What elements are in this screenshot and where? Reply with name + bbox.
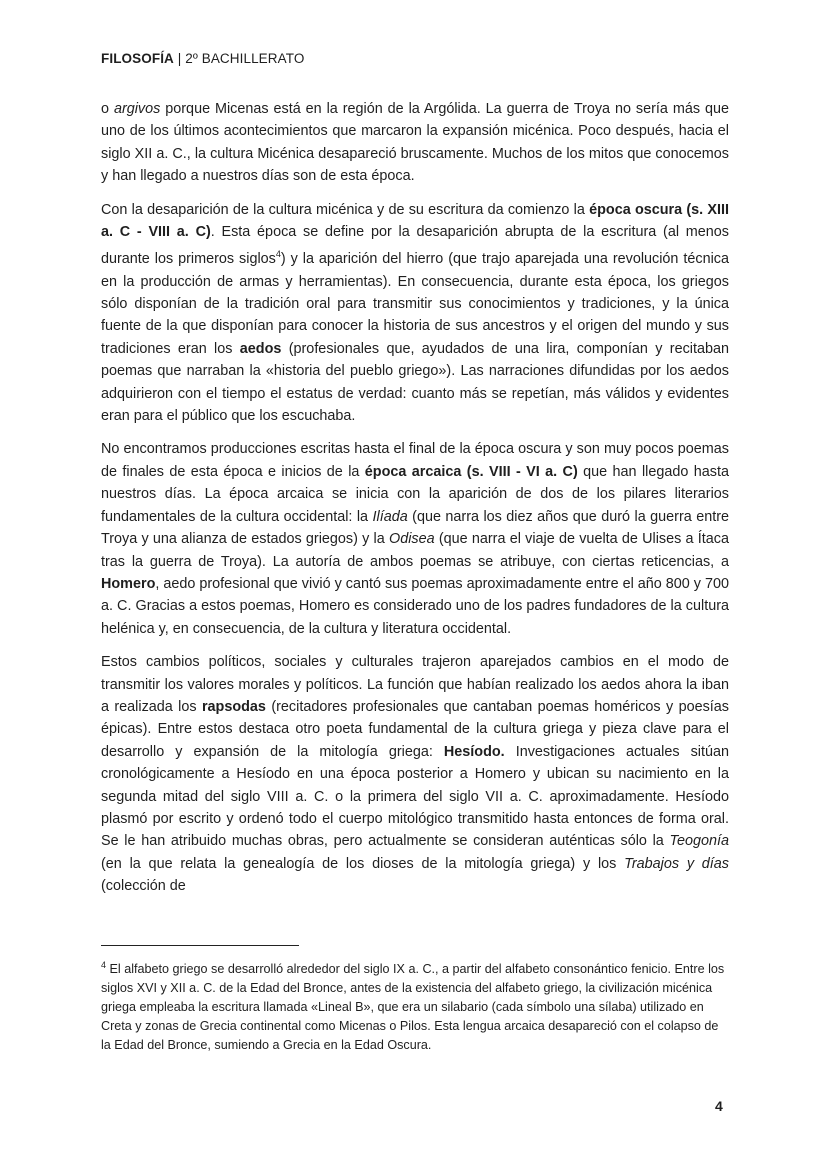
text-run: (colección de <box>101 878 186 895</box>
footnote <box>101 956 729 1055</box>
text-run: (que narra los diez años que duró la guerra entre Troya y una alianza de estados griegos) y la <box>101 508 730 548</box>
italic-term: Odisea <box>389 531 435 548</box>
text-run: Estos cambios políticos, sociales y culturales trajeron aparejados cambios en el modo de transmitir los valores morales y políticos. La función que habían realizado los aedos ahora la iban a realizada los <box>101 654 729 715</box>
text-run: que han llegado hasta nuestros días. La época arcaica se inicia con la aparición de dos de los pilares literarios fundamentales de la cultura occidental: la <box>101 463 729 525</box>
text-run: (en la que relata la genealogía de los dioses de la mitología griega) y los <box>101 855 625 872</box>
text-run: (recitadores profesionales que cantaban poemas homéricos y poesías épicas). Entre estos destaca otro poeta fundamental de la cultura griega y pieza clave para el desarrollo y expansión de la mitología griega: <box>101 698 729 760</box>
text-run: . Esta época se define por la desaparición abrupta de la escritura (al menos durante los primeros siglos <box>101 224 729 268</box>
text-run: (que narra el viaje de vuelta de Ulises a Ítaca tras la guerra de Troya). La autoría de ambos poemas se atribuye, con ciertas reticencias, a <box>101 531 729 570</box>
body-paragraph <box>101 199 729 428</box>
bold-term: aedos <box>239 340 282 357</box>
bold-term: época oscura (s. XIII a. C - VIII a. C) <box>101 201 729 241</box>
bold-term: época arcaica (s. VIII - VI a. C) <box>364 463 578 480</box>
footnote-marker: 4 <box>101 960 107 970</box>
footnote-text: El alfabeto griego se desarrolló alrededor del siglo IX a. C., a partir del alfabeto consonántico fenicio. Entre los siglos XVI y XII a. C. de la Edad del Bronce, antes de la existencia del alfabeto griego, la civilización micénica griega empleaba la escritura llamada «Lineal B», que era un silabario (cada símbolo una sílaba) utilizado en Creta y zonas de Grecia continental como Micenas o Pilos. Esta lengua arcaica desapareció con el colapso de la Edad del Bronce, sumiendo a Grecia en la Edad Oscura. <box>101 962 725 1053</box>
body-paragraph <box>101 98 729 188</box>
text-run: porque Micenas está en la región de la Argólida. La guerra de Troya no sería más que uno de los últimos acontecimientos que marcaron la expansión micénica. Poco después, hacia el siglo XII a. C., la cultura Micénica desapareció bruscamente. Muchos de los mitos que conocemos y han llegado a nuestros días son de esta época. <box>101 101 729 185</box>
italic-term: argivos <box>113 101 161 117</box>
header-separator: | <box>173 51 186 66</box>
bold-term: Hesíodo. <box>443 743 505 760</box>
italic-term: Teogonía <box>669 833 729 850</box>
text-run: (profesionales que, ayudados de una lira, componían y recitaban poemas que narraban la «historia del pueblo griego»). Las narraciones difundidas por los aedos adquirieron con el tiempo el estatus de verdad: cuanto más se repetían, más válidos y evidentes eran para el público que los escuchaba. <box>101 340 729 425</box>
text-run: No encontramos producciones escritas hasta el final de la época oscura y son muy pocos poemas de finales de esta época e inicios de la <box>101 441 729 480</box>
text-run: Investigaciones actuales sitúan cronológicamente a Hesíodo en una época posterior a Homero y ubican su nacimiento en la segunda mitad del siglo VIII a. C. o la primera del siglo VII a. C. aproximadamente. Hesíodo plasmó por escrito y ordenó todo el cuerpo mitológico transmitido hasta entonces de forma oral. Se le han atribuido muchas obras, pero actualmente se consideran auténticas sólo la <box>101 743 729 850</box>
text-run: Con la desaparición de la cultura micénica y de su escritura da comienzo la <box>101 201 590 218</box>
italic-term: Ilíada <box>372 508 408 525</box>
footnote-divider <box>101 945 299 946</box>
text-run: , aedo profesional que vivió y cantó sus poemas aproximadamente entre el año 800 y 700 a. C. Gracias a estos poemas, Homero es considerado uno de los padres fundadores de la cultura helénica y, en consecuencia, de la cultura y literatura occidental. <box>101 575 729 637</box>
text-run: ) y la aparición del hierro (que trajo aparejada una revolución técnica en la producción de armas y herramientas). En consecuencia, durante esta época, los griegos sólo disponían de la tradición oral para transmitir sus conocimientos y tradiciones, y la única fuente de la que disponían para conocer la historia de sus ancestros y el origen del mundo y sus tradiciones eran los <box>101 251 729 357</box>
header-course: 2º BACHILLERATO <box>185 51 305 66</box>
body-text <box>101 98 729 909</box>
italic-term: Trabajos y días <box>624 855 730 872</box>
body-paragraph <box>101 438 729 640</box>
header-subject: FILOSOFÍA <box>101 51 174 66</box>
page-header <box>101 51 304 66</box>
bold-term: Homero <box>101 575 156 592</box>
body-paragraph <box>101 651 729 897</box>
page-number: 4 <box>715 1098 723 1114</box>
bold-term: rapsodas <box>201 698 266 715</box>
footnote-ref: 4 <box>275 249 281 260</box>
text-run: o <box>101 101 114 117</box>
